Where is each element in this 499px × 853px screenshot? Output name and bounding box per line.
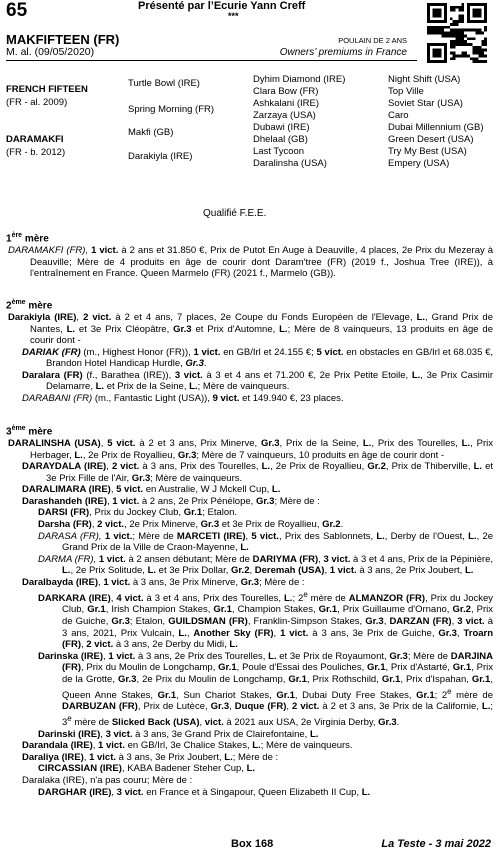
pedigree-entry: Daralbayda (IRE), 1 vict. à 3 ans, 3e Prix Minerve, Gr.3; Mère de : bbox=[22, 577, 305, 589]
pedigree-gen3: Ashkalani (IRE) bbox=[253, 98, 319, 109]
pedigree-gen4: Empery (USA) bbox=[388, 158, 450, 169]
pedigree-entry: Darsha (FR), 2 vict., 2e Prix Minerve, Gr.3 et 3e Prix de Royallieu, Gr.2. bbox=[38, 519, 344, 531]
pedigree-entry: DARIAK (FR) (m., Highest Honor (FR)), 1 vict. en GB/Irl et 24.155 €; 5 vict. en obstacles en GB/Irl et 68.035 €, Brandon Hotel Handicap Hurdle, Gr.3. bbox=[22, 346, 493, 370]
pedigree-gen4: Top Ville bbox=[388, 86, 424, 97]
pedigree-entry: DARASA (FR), 1 vict.; Mère de MARCETI (IRE), 5 vict., Prix des Sablonnets, L., Derby de l'Ouest, L., 2e Grand Prix de la Ville de Craon-Mayenne, L. bbox=[38, 530, 494, 554]
dam-line-section bbox=[6, 230, 493, 280]
pedigree-entry: Darakiyla (IRE), 2 vict. à 2 et 4 ans, 7 places, 2e Coupe du Fonds Européen de l'Elevage, L., Grand Prix de Nantes, L. et 3e Prix Cléopâtre, Gr.3 et Prix d'Automne, L.; Mère de 8 vainqueurs, 13 produits en âge de courir dont - bbox=[8, 311, 494, 347]
pedigree-entry: DARABANI (FR) (m., Fantastic Light (USA)), 9 vict. et 149.940 €, 23 places. bbox=[22, 393, 344, 405]
pedigree-entry: Darinski (IRE), 3 vict. à 3 ans, 3e Grand Prix de Clairefontaine, L. bbox=[38, 728, 319, 740]
sale-date: La Teste - 3 mai 2022 bbox=[381, 838, 491, 850]
pedigree-entry: Daralara (FR) (f., Barathea (IRE)), 3 vict. à 3 et 4 ans et 71.200 €, 2e Prix Petite Etoile, L., 3e Prix Casimir Delamarre, L. et Prix de la Seine, L.; Mère de vainqueurs. bbox=[22, 369, 493, 393]
section-body bbox=[6, 438, 493, 798]
section-body bbox=[6, 245, 493, 280]
section-heading: 1ère mère bbox=[6, 232, 49, 245]
sire-details: (FR - al. 2009) bbox=[6, 97, 68, 108]
pedigree-gen2: Makfi (GB) bbox=[128, 127, 174, 138]
section-heading: 3ème mère bbox=[6, 425, 53, 438]
horse-name: MAKFIFTEEN (FR) bbox=[6, 32, 120, 47]
rating-stars: *** bbox=[228, 11, 239, 21]
lot-number: 65 bbox=[6, 0, 28, 21]
pedigree-gen3: Dubawi (IRE) bbox=[253, 122, 310, 133]
pedigree-gen4: Night Shift (USA) bbox=[388, 74, 461, 85]
sex-age: POULAIN DE 2 ANS bbox=[338, 36, 407, 45]
pedigree-gen3: Last Tycoon bbox=[253, 146, 305, 157]
pedigree-gen4: Green Desert (USA) bbox=[388, 134, 474, 145]
horse-details: M. al. (09/05/2020) bbox=[6, 46, 95, 58]
section-heading: 2ème mère bbox=[6, 299, 53, 312]
pedigree-gen4: Try My Best (USA) bbox=[388, 146, 467, 157]
presented-by: Présenté par l’Ecurie Yann Creff bbox=[138, 0, 306, 12]
pedigree-entry: DARSI (FR), Prix du Jockey Club, Gr.1; Etalon. bbox=[38, 507, 238, 519]
pedigree-entry: Daraliya (IRE), 1 vict. à 3 ans, 3e Prix Joubert, L.; Mère de : bbox=[22, 751, 279, 763]
sire-name: FRENCH FIFTEEN bbox=[6, 84, 88, 95]
pedigree-entry: Darinska (IRE), 1 vict. à 3 ans, 2e Prix des Tourelles, L. et 3e Prix de Royaumont, Gr.3; Mère de DARJINA (FR), Prix du Moulin de Longchamp, Gr.1, Poule d'Essai des Pouliches, Gr.1, Prix d'Astarté, Gr.1, Prix de la Grotte, Gr.3, 2e Prix du Moulin de Longchamp, Gr.1, Prix Rothschild, Gr.1, Prix d'Ispahan, Gr.1, Queen Anne Stakes, Gr.1, Sun Chariot Stakes, Gr.1, Dubai Duty Free Stakes, Gr.1; 2e mère de DARBUZAN (FR), Prix de Lutèce, Gr.3, Duque (FR), 2 vict. à 2 et 3 ans, 3e Prix de la Californie, L.; 3e mère de Slicked Back (USA), vict. à 2021 aux USA, 2e Virginia Derby, Gr.3. bbox=[38, 650, 493, 729]
pedigree-gen2: Spring Morning (FR) bbox=[128, 104, 215, 115]
pedigree-entry: DARKARA (IRE), 4 vict. à 3 et 4 ans, Prix des Tourelles, L.; 2e mère de ALMANZOR (FR), Prix du Jockey Club, Gr.1, Irish Champion Stakes, Gr.1, Champion Stakes, Gr.1, Prix Guillaume d'Ornano, Gr.2, Prix de Guiche, Gr.3; Etalon, GUILDSMAN (FR), Franklin-Simpson Stakes, Gr.3, DARZAN (FR), 3 vict. à 3 ans, 2021, Prix Vulcain, L., Another Sky (FR), 1 vict. à 3 ans, 3e Prix de Guiche, Gr.3, Troarn (FR), 2 vict. à 3 ans, 2e Derby du Midi, L. bbox=[38, 589, 494, 651]
pedigree-gen4: Caro bbox=[388, 110, 409, 121]
pedigree-entry: DARAMAKFI (FR), 1 vict. à 2 ans et 31.850 €, Prix de Putot En Auge à Deauville, 4 places, 2e Prix du Mezeray à Deauville; Mère de 4 produits en âge de courir dont Daram'tree (FR) (2019 f., Joshua Tree (IRE)), à l'entraînement en France. Queen Marmelo (FR) (2021 f., Marmelo (GB)). bbox=[8, 244, 494, 280]
pedigree-gen4: Dubai Millennium (GB) bbox=[388, 122, 484, 133]
pedigree-gen4: Soviet Star (USA) bbox=[388, 98, 463, 109]
pedigree-gen2: Turtle Bowl (IRE) bbox=[128, 78, 200, 89]
pedigree-gen3: Dhelaal (GB) bbox=[253, 134, 308, 145]
owners-premiums-note: Owners’ premiums in France bbox=[279, 47, 407, 58]
pedigree-gen3: Dyhim Diamond (IRE) bbox=[253, 74, 346, 85]
dam-line-section bbox=[6, 423, 493, 798]
pedigree-gen3: Clara Bow (FR) bbox=[253, 86, 319, 97]
box-number: Box 168 bbox=[231, 838, 274, 850]
pedigree-entry: DARALINSHA (USA), 5 vict. à 2 et 3 ans, Prix Minerve, Gr.3, Prix de la Seine, L., Prix des Tourelles, L., Prix Herbager, L., 2e Prix de Royallieu, Gr.3; Mère de 7 vainqueurs, 10 produits en âge de courir dont - bbox=[8, 437, 493, 461]
divider bbox=[6, 60, 417, 61]
dam-details: (FR - b. 2012) bbox=[6, 147, 66, 158]
pedigree-entry: DARMA (FR), 1 vict. à 2 ansen débutant; Mère de DARIYMA (FR), 3 vict. à 3 et 4 ans, Prix de la Pépinière, L., 2e Prix Solitude, L. et 3e Prix Dollar, Gr.2, Deremah (USA), 1 vict. à 3 ans, 2e Prix Joubert, L. bbox=[38, 553, 493, 577]
pedigree-entry: CIRCASSIAN (IRE), KABA Badener Steher Cup, L. bbox=[38, 763, 256, 775]
pedigree-entry: DARGHAR (IRE), 3 vict. en France et à Singapour, Queen Elizabeth II Cup, L. bbox=[38, 786, 371, 798]
pedigree-gen3: Zarzaya (USA) bbox=[253, 110, 316, 121]
qr-code-icon bbox=[427, 3, 487, 63]
pedigree-entry: Darashandeh (IRE), 1 vict. à 2 ans, 2e Prix Pénélope, Gr.3; Mère de : bbox=[22, 495, 320, 507]
section-body bbox=[6, 312, 493, 405]
qualification: Qualifié F.E.E. bbox=[203, 208, 267, 219]
pedigree-entry: Darandala (IRE), 1 vict. en GB/Irl, 3e Chalice Stakes, L.; Mère de vainqueurs. bbox=[22, 740, 353, 752]
pedigree-gen2: Darakiyla (IRE) bbox=[128, 151, 193, 162]
pedigree-entry: DARAYDALA (IRE), 2 vict. à 3 ans, Prix des Tourelles, L., 2e Prix de Royallieu, Gr.2, Prix de Thiberville, L. et 3e Prix Fille de l'Air, Gr.3; Mère de vainqueurs. bbox=[22, 461, 494, 484]
dam-name: DARAMAKFI bbox=[6, 134, 64, 145]
pedigree-entry: Daralaka (IRE), n'a pas couru; Mère de : bbox=[22, 775, 193, 787]
pedigree-entry: DARALIMARA (IRE), 5 vict. en Australie, W J Mckell Cup, L. bbox=[22, 484, 281, 496]
pedigree-gen3: Daralinsha (USA) bbox=[253, 158, 327, 169]
dam-line-section bbox=[6, 297, 493, 405]
